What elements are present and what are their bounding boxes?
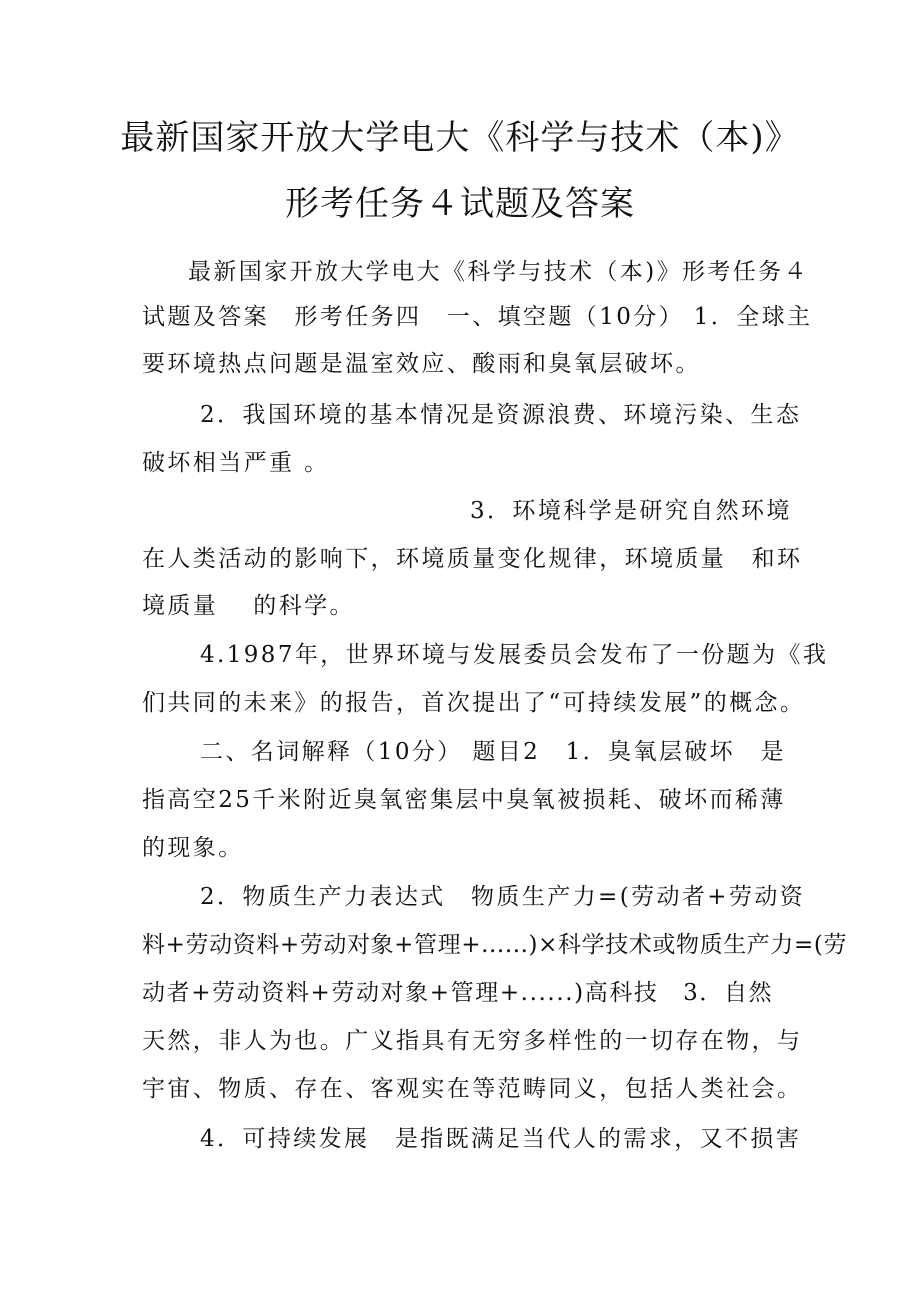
body-line-11: 二、名词解释（10分） 题目2 1．臭氧层破坏 是 xyxy=(200,739,786,765)
body-line-15: 料+劳动资料+劳动对象+管理+......)×科学技术或物质生产力=(劳 xyxy=(142,932,848,958)
body-line-5: 破坏相当严重 。 xyxy=(142,450,330,476)
body-line-6: 3．环境科学是研究自然环境 xyxy=(470,498,792,524)
body-line-4: 2．我国环境的基本情况是资源浪费、环境污染、生态 xyxy=(200,402,802,428)
body-line-10: 们共同的未来》的报告，首次提出了“可持续发展”的概念。 xyxy=(142,690,806,716)
body-line-9: 4.1987年，世界环境与发展委员会发布了一份题为《我 xyxy=(200,642,829,668)
body-line-2: 试题及答案 形考任务四 一、填空题（10分） 1．全球主 xyxy=(142,304,813,330)
body-line-16: 动者+劳动资料+劳动对象+管理+......)高科技 3．自然 xyxy=(142,980,774,1006)
document-title-line-1: 最新国家开放大学电大《科学与技术（本)》 xyxy=(120,118,800,158)
body-line-8: 境质量 的科学。 xyxy=(142,593,355,619)
body-line-14: 2．物质生产力表达式 物质生产力=(劳动者+劳动资 xyxy=(200,884,806,910)
body-line-17: 天然，非人为也。广义指具有无穷多样性的一切存在物，与 xyxy=(142,1028,803,1054)
document-title-line-2: 形考任务４试题及答案 xyxy=(285,184,635,224)
body-line-13: 的现象。 xyxy=(142,835,244,861)
body-line-19: 4．可持续发展 是指既满足当代人的需求，又不损害 xyxy=(200,1126,802,1152)
body-line-12: 指高空25千米附近臭氧密集层中臭氧被损耗、破坏而稀薄 xyxy=(142,787,786,813)
body-line-1: 最新国家开放大学电大《科学与技术（本)》形考任务４ xyxy=(188,259,809,285)
body-line-3: 要环境热点问题是温室效应、酸雨和臭氧层破坏。 xyxy=(142,351,701,377)
body-line-18: 宇宙、物质、存在、客观实在等范畴同义，包括人类社会。 xyxy=(142,1076,803,1102)
body-line-7: 在人类活动的影响下，环境质量变化规律，环境质量 和环 xyxy=(142,546,803,572)
